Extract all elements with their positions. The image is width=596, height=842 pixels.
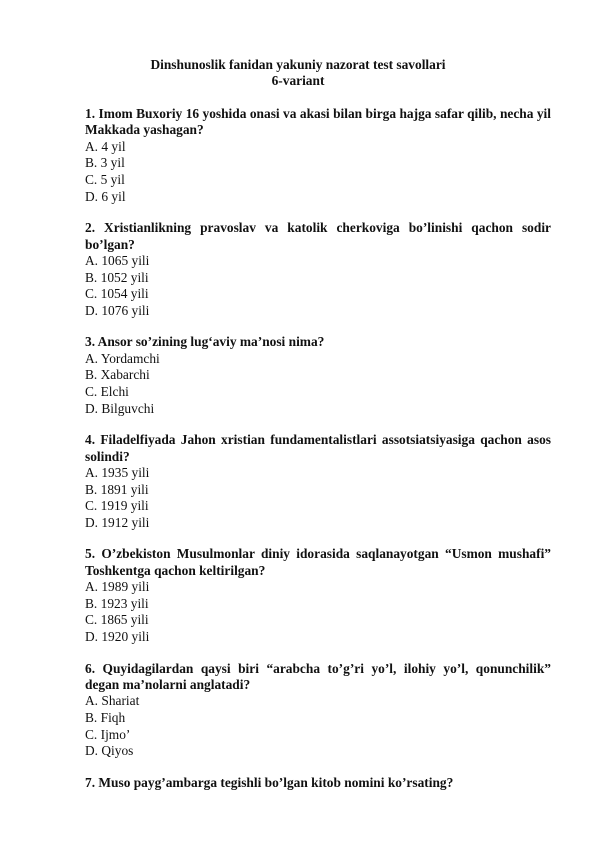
answer-option: A. 4 yil xyxy=(85,138,126,154)
answer-option: D. Bilguvchi xyxy=(85,400,155,416)
question-1 xyxy=(85,106,551,205)
variant-label: 6-variant xyxy=(271,73,325,88)
question-text: 7. Muso payg’ambarga tegishli bo’lgan kitob nomini ko’rsating? xyxy=(85,774,454,790)
question-7 xyxy=(85,775,551,791)
answer-option: C. 5 yil xyxy=(85,172,125,187)
answer-option: C. 1919 yili xyxy=(85,498,149,514)
answer-option: C. Elchi xyxy=(85,383,129,399)
document-title: Dinshunoslik fanidan yakuniy nazorat test savollari xyxy=(150,57,446,72)
answer-option: B. Fiqh xyxy=(85,709,126,725)
answer-option: A. 1935 yili xyxy=(85,464,150,480)
question-2 xyxy=(85,220,551,319)
answer-option: C. 1054 yili xyxy=(85,286,149,302)
answer-option: A. 1065 yili xyxy=(85,253,150,268)
question-text: 5. O’zbekiston Musulmonlar diniy idorasida saqlanayotgan “Usmon mushafi” Toshkentga qachon keltirilgan? xyxy=(85,546,551,578)
question-5 xyxy=(85,546,551,645)
question-text: 6. Quyidagilardan qaysi biri “arabcha to’g’ri yo’l, ilohiy yo’l, qonunchilik” degan ma’nolarni anglatadi? xyxy=(85,660,551,692)
answer-option: D. 1920 yili xyxy=(85,628,150,644)
question-text: 1. Imom Buxoriy 16 yoshida onasi va akasi bilan birga hajga safar qilib, necha yil Makkada yashagan? xyxy=(85,106,551,138)
question-list xyxy=(85,106,551,806)
answer-option: C. 1865 yili xyxy=(85,612,149,628)
question-6 xyxy=(85,661,551,760)
question-text: 4. Filadelfiyada Jahon xristian fundamentalistlari assotsiatsiyasiga qachon asos solindi? xyxy=(85,432,551,464)
answer-option: B. 1923 yili xyxy=(85,595,149,611)
answer-option: C. Ijmo’ xyxy=(85,726,131,742)
answer-option: D. 6 yil xyxy=(85,188,126,204)
answer-option: D. 1912 yili xyxy=(85,514,150,530)
document-header xyxy=(0,57,596,89)
answer-option: B. Xabarchi xyxy=(85,367,150,383)
question-text: 3. Ansor so’zining lug‘aviy ma’nosi nima? xyxy=(85,334,325,350)
answer-option: D. 1076 yili xyxy=(85,302,150,318)
answer-option: A. 1989 yili xyxy=(85,579,150,595)
answer-option: A. Shariat xyxy=(85,693,140,709)
question-text: 2. Xristianlikning pravoslav va katolik cherkoviga bo’linishi qachon sodir bo’lgan? xyxy=(85,220,551,252)
answer-option: D. Qiyos xyxy=(85,743,134,759)
answer-option: A. Yordamchi xyxy=(85,350,160,366)
answer-option: B. 1052 yili xyxy=(85,269,149,285)
question-3 xyxy=(85,334,551,417)
question-4 xyxy=(85,432,551,531)
answer-option: B. 1891 yili xyxy=(85,481,149,497)
answer-option: B. 3 yil xyxy=(85,155,125,171)
